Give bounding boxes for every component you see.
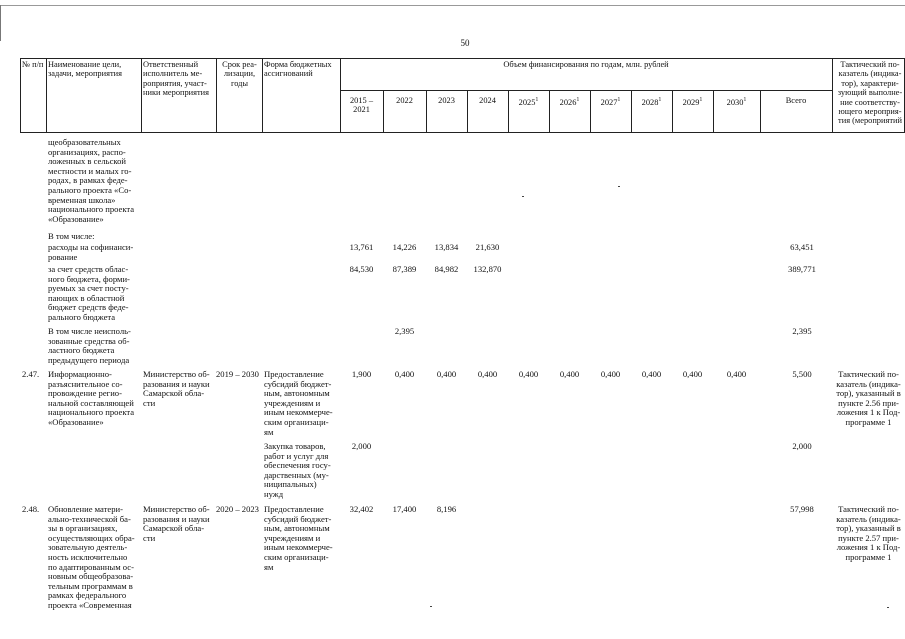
page-number: 50 — [460, 38, 470, 48]
scan-edge-line — [0, 5, 905, 6]
r247-indicator: Тактический по- казатель (индика- тор), указанный в пункте 2.56 при- ложения 1 к Под- программе 1 — [836, 369, 901, 427]
federal-2015-2021: 84,530 — [349, 264, 374, 274]
r247-2015-2021: 1,900 — [351, 369, 372, 379]
header-form: Форма бюджетных ассигнований — [264, 60, 332, 79]
row-form-procurement: Закупка товаров, работ и услуг для обеспечения госу- дарственных (му- ниципальных) нужд — [264, 441, 331, 499]
cofinancing-total: 63,451 — [790, 242, 814, 252]
federal-total: 389,771 — [788, 264, 816, 274]
r247-2026: 0,400 — [559, 369, 580, 379]
scan-speck — [887, 607, 889, 608]
header-year-2028: 2028$^1$ — [641, 97, 662, 107]
r247-2025: 0,400 — [518, 369, 539, 379]
scan-speck — [522, 196, 524, 197]
federal-2024: 132,870 — [473, 264, 502, 274]
header-num: № п/п — [22, 60, 44, 69]
row-responsible: Министерство об- разования и науки Самарской обла- сти — [143, 369, 210, 408]
r248-2015-2021: 32,402 — [349, 504, 374, 514]
r247-2022: 0,400 — [394, 369, 415, 379]
r247-2030: 0,400 — [726, 369, 747, 379]
r247-procurement-2015-2021: 2,000 — [351, 441, 372, 451]
cofinancing-2023: 13,834 — [434, 242, 459, 252]
cofinancing-2015-2021: 13,761 — [349, 242, 374, 252]
r247-total: 5,500 — [792, 369, 812, 379]
scan-speck — [430, 606, 432, 607]
r247-2027: 0,400 — [600, 369, 621, 379]
federal-2022: 87,389 — [392, 264, 417, 274]
scan-edge-line — [0, 5, 1, 41]
header-term: Срок реа- лизации, годы — [222, 60, 257, 88]
header-responsible: Ответственный исполнитель ме- роприятия, участ- ники мероприятия — [143, 60, 209, 98]
federal-2023: 84,982 — [434, 264, 459, 274]
r248-indicator: Тактический по- казатель (индика- тор), указанный в пункте 2.57 при- ложения 1 к Под- программе 1 — [836, 504, 901, 562]
header-year-2022: 2022 — [396, 96, 413, 105]
r247-2024: 0,400 — [477, 369, 498, 379]
row-number: 2.47. — [22, 369, 40, 379]
row-term: 2020 – 2023 — [216, 504, 259, 514]
header-volume: Объем финансирования по годам, млн. рублей — [503, 60, 669, 69]
r247-procurement-total: 2,000 — [792, 441, 812, 451]
header-year-2025: 2025$^1$ — [518, 97, 539, 107]
header-year-2029: 2029$^1$ — [682, 97, 703, 107]
r247-2029: 0,400 — [682, 369, 703, 379]
row-number: 2.48. — [22, 504, 40, 514]
row-form-subsidies: Предоставление субсидий бюджет- ным, автономным учреждениям и иным некоммерче- ским организаци- ям — [264, 504, 333, 572]
unused-funds-total: 2,395 — [792, 326, 812, 336]
r247-2023: 0,400 — [436, 369, 457, 379]
header-year-2024: 2024 — [479, 96, 496, 105]
r248-2022: 17,400 — [392, 504, 417, 514]
row-name-continued: щеобразовательных организациях, распо- ложенных в сельской местности и малых го- родах, в рамках феде- рального проекта «Со- временная школа» национального проекта «Образование» — [48, 137, 135, 224]
unused-funds-2022: 2,395 — [394, 326, 415, 336]
cofinancing-label: расходы на софинанси- рование — [48, 242, 134, 262]
header-indicator: Тактический по- казатель (индика- тор), характери- зующий выполне- ние соответству- ющего мероприя- тия (мероприятий — [837, 60, 903, 126]
row-name: Обновление матери- ально-технической ба- зы в организациях, осуществляющих обра- зовательную деятель- ность исключительно по адаптированным ос- новным общеобразова- тельным программам в рамках федерального проекта «Современная — [48, 504, 135, 610]
header-year-2030: 2030$^1$ — [726, 97, 747, 107]
r247-2028: 0,400 — [641, 369, 662, 379]
federal-label: за счет средств облас- ного бюджета, форми- руемых за счет посту- пающих в областной бюджет средств феде- рального бюджета — [48, 264, 130, 322]
header-year-2023: 2023 — [438, 96, 455, 105]
header-total: Всего — [785, 96, 807, 105]
row-form-subsidies: Предоставление субсидий бюджет- ным, автономным учреждениям и иным некоммерче- ским организаци- ям — [264, 369, 333, 437]
unused-funds-label: В том числе неисполь- зованные средства об- ластного бюджета предыдущего периода — [48, 326, 131, 365]
row-term: 2019 – 2030 — [216, 369, 259, 379]
header-year-2026: 2026$^1$ — [559, 97, 580, 107]
header-name: Наименование цели, задачи, мероприятия — [48, 60, 122, 79]
cofinancing-2022: 14,226 — [392, 242, 417, 252]
row-responsible: Министерство об- разования и науки Самарской обла- сти — [143, 504, 210, 543]
row-name: Информационно- разъяснительное со- провождение регио- нальной составляющей национального проекта «Образование» — [48, 369, 135, 427]
row-including-label: В том числе: — [48, 231, 95, 241]
r248-2023: 8,196 — [436, 504, 457, 514]
scan-speck — [618, 186, 620, 187]
header-year-2015-2021: 2015 – 2021 — [349, 96, 374, 115]
cofinancing-2024: 21,630 — [475, 242, 500, 252]
header-year-2027: 2027$^1$ — [600, 97, 621, 107]
r248-total: 57,998 — [790, 504, 814, 514]
